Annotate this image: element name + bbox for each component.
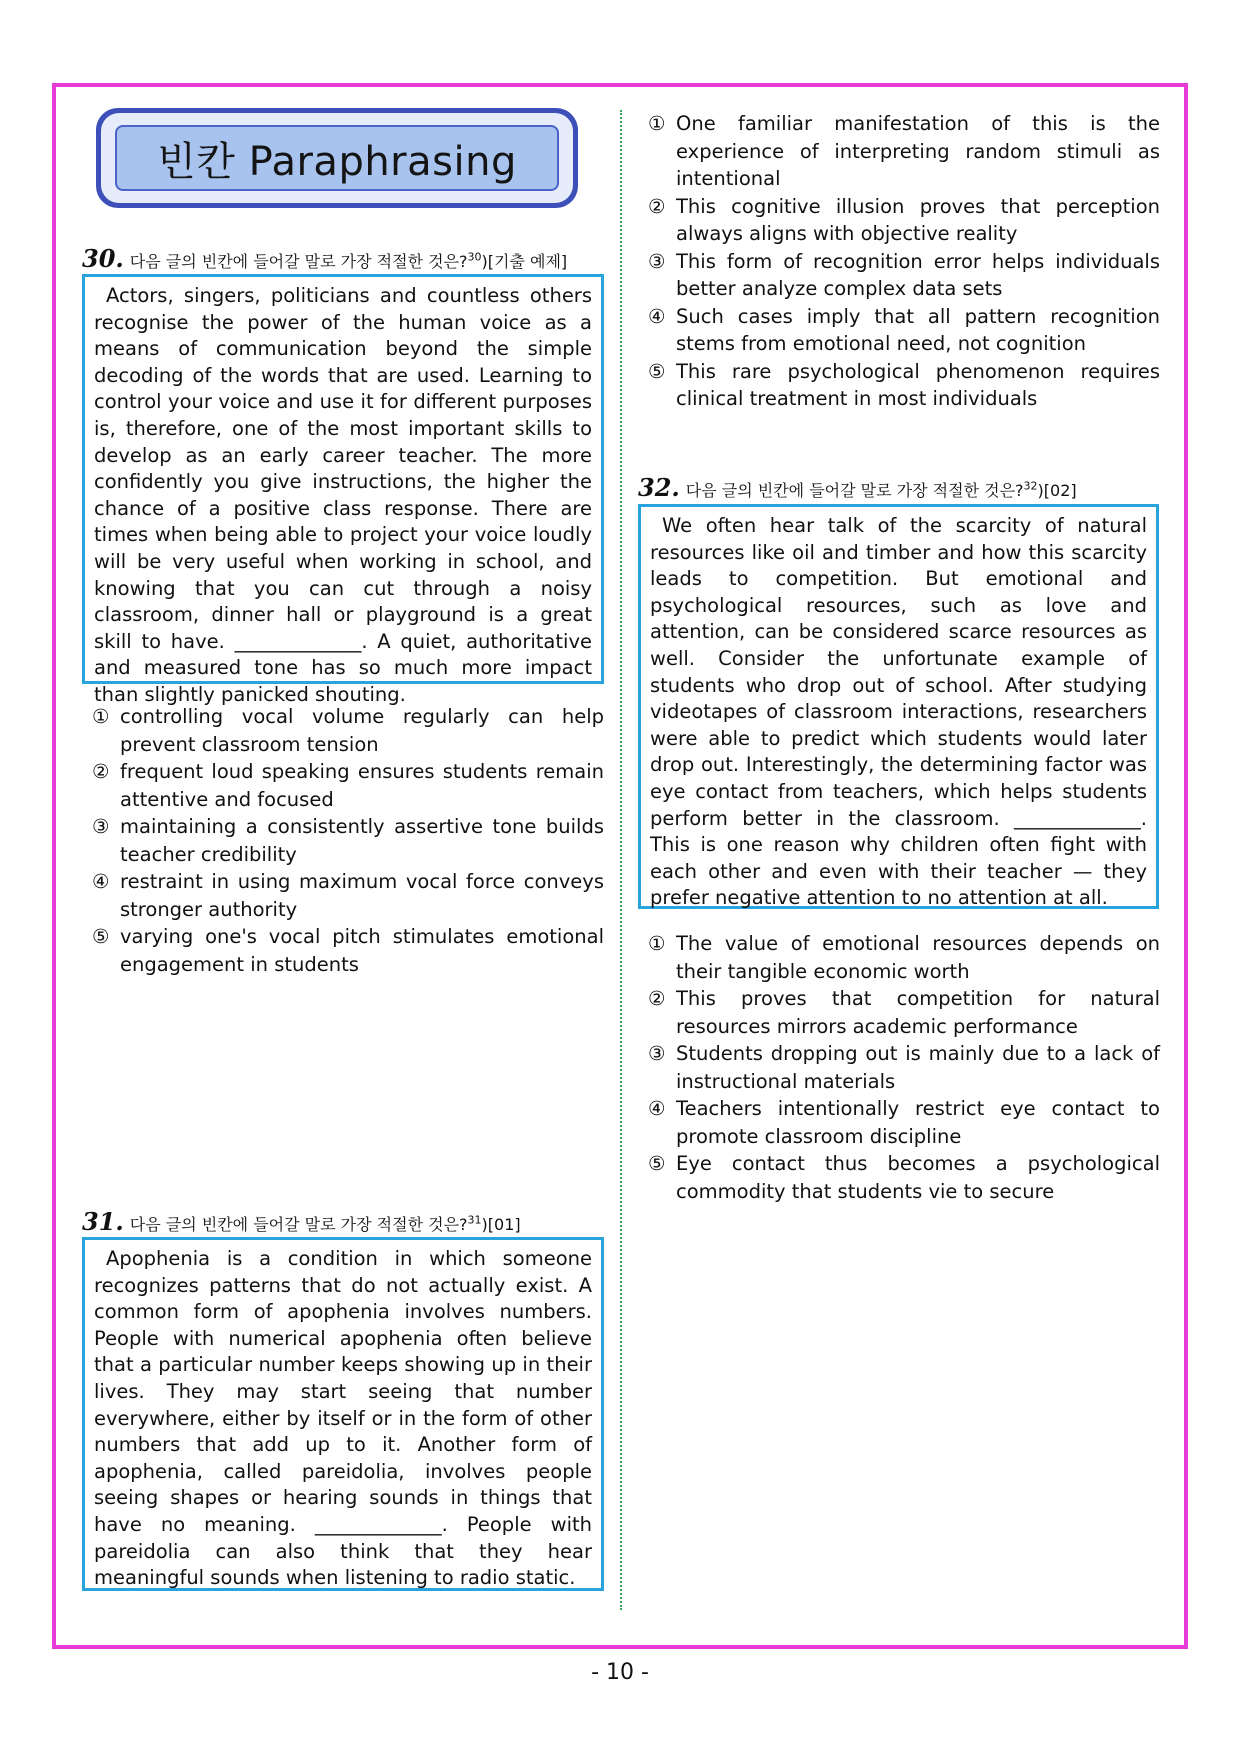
q31-instruction: 다음 글의 빈칸에 들어갈 말로 가장 적절한 것은?: [129, 1215, 468, 1234]
q30-option-4[interactable]: ④ restraint in using maximum vocal force conveys stronger authority: [92, 870, 604, 921]
q32-instruction: 다음 글의 빈칸에 들어갈 말로 가장 적절한 것은?: [685, 481, 1024, 500]
q31-option-2[interactable]: ② This cognitive illusion proves that perception always aligns with objective reality: [648, 194, 1160, 245]
column-divider: [620, 110, 622, 1610]
q30-option-2[interactable]: ② frequent loud speaking ensures students remain attentive and focused: [92, 760, 604, 811]
q32-number: 32.: [638, 473, 680, 502]
q30-options: [92, 703, 604, 978]
q31-passage: Apophenia is a condition in which someone recognizes patterns that do not actually exist. A common form of apophenia involves numbers. People with numerical apophenia often believe that a particular number keeps showing up in their lives. They may start seeing that number everywhere, either by itself or in the form of other numbers that add up to it. Another form of apophenia, called pareidolia, involves people seeing shapes or hearing sounds in things that have no meaning. _____________. People with pareidolia can also think that they hear meaningful sounds when listening to radio static.: [82, 1237, 604, 1591]
q30-option-5[interactable]: ⑤ varying one's vocal pitch stimulates emotional engagement in students: [92, 925, 604, 976]
q30-passage: Actors, singers, politicians and countless others recognise the power of the human voice as a means of communication beyond the simple decoding of the words that are used. Learning to control your voice and use it for different purposes is, therefore, one of the most important skills to develop as an early career teacher. The more confidently you give instructions, the higher the chance of a positive class response. There are times when being able to project your voice loudly will be very useful when working in school, and knowing that you can cut through a noisy classroom, dinner hall or playground is a great skill to have. _____________. A quiet, authoritative and measured tone has so much more impact than slightly panicked shouting.: [82, 274, 604, 684]
q31-option-1[interactable]: ① One familiar manifestation of this is the experience of interpreting random stimuli as intentional: [648, 112, 1160, 190]
q31-ref-label: )[01]: [481, 1215, 521, 1234]
q30-instruction: 다음 글의 빈칸에 들어갈 말로 가장 적절한 것은?: [129, 252, 468, 271]
q32-passage: We often hear talk of the scarcity of natural resources like oil and timber and how this scarcity leads to competition. But emotional and psychological resources, such as love and attention, can be considered scarce resources as well. Consider the unfortunate example of students who drop out of school. After studying videotapes of classroom interactions, researchers were able to predict which students would later drop out. Interestingly, the determining factor was eye contact from teachers, which helps students perform better in the classroom. _____________. This is one reason why children often fight with each other and even with their teacher — they prefer negative attention to no attention at all.: [638, 504, 1159, 909]
q31-option-5[interactable]: ⑤ This rare psychological phenomenon requires clinical treatment in most individuals: [648, 359, 1160, 410]
q32-option-1[interactable]: ① The value of emotional resources depends on their tangible economic worth: [648, 932, 1160, 983]
title-badge: [96, 108, 578, 208]
q30-ref-num: 30: [467, 250, 482, 264]
q30-option-1[interactable]: ① controlling vocal volume regularly can help prevent classroom tension: [92, 705, 604, 756]
q32-option-3[interactable]: ③ Students dropping out is mainly due to a lack of instructional materials: [648, 1042, 1160, 1093]
q32-option-5[interactable]: ⑤ Eye contact thus becomes a psychological commodity that students vie to secure: [648, 1152, 1160, 1203]
q32-ref-label: )[02]: [1037, 481, 1077, 500]
q31-number: 31.: [82, 1207, 124, 1236]
q30-option-3[interactable]: ③ maintaining a consistently assertive tone builds teacher credibility: [92, 815, 604, 866]
q30-ref-label: )[기출 예제]: [481, 252, 568, 271]
q32-option-4[interactable]: ④ Teachers intentionally restrict eye contact to promote classroom discipline: [648, 1097, 1160, 1148]
q32-option-2[interactable]: ② This proves that competition for natural resources mirrors academic performance: [648, 987, 1160, 1038]
page-title: 빈칸 Paraphrasing: [115, 125, 559, 191]
q30-number: 30.: [82, 244, 124, 273]
q31-options: [648, 110, 1160, 413]
q32-ref-num: 32: [1023, 479, 1038, 493]
page-number: - 10 -: [591, 1660, 649, 1685]
q31-option-4[interactable]: ④ Such cases imply that all pattern recognition stems from emotional need, not cognition: [648, 304, 1160, 355]
q30-header: [82, 244, 567, 273]
q32-options: [648, 930, 1160, 1205]
q31-header: [82, 1207, 521, 1236]
q31-option-3[interactable]: ③ This form of recognition error helps individuals better analyze complex data sets: [648, 249, 1160, 300]
q32-header: [638, 473, 1077, 502]
q31-ref-num: 31: [467, 1213, 482, 1227]
